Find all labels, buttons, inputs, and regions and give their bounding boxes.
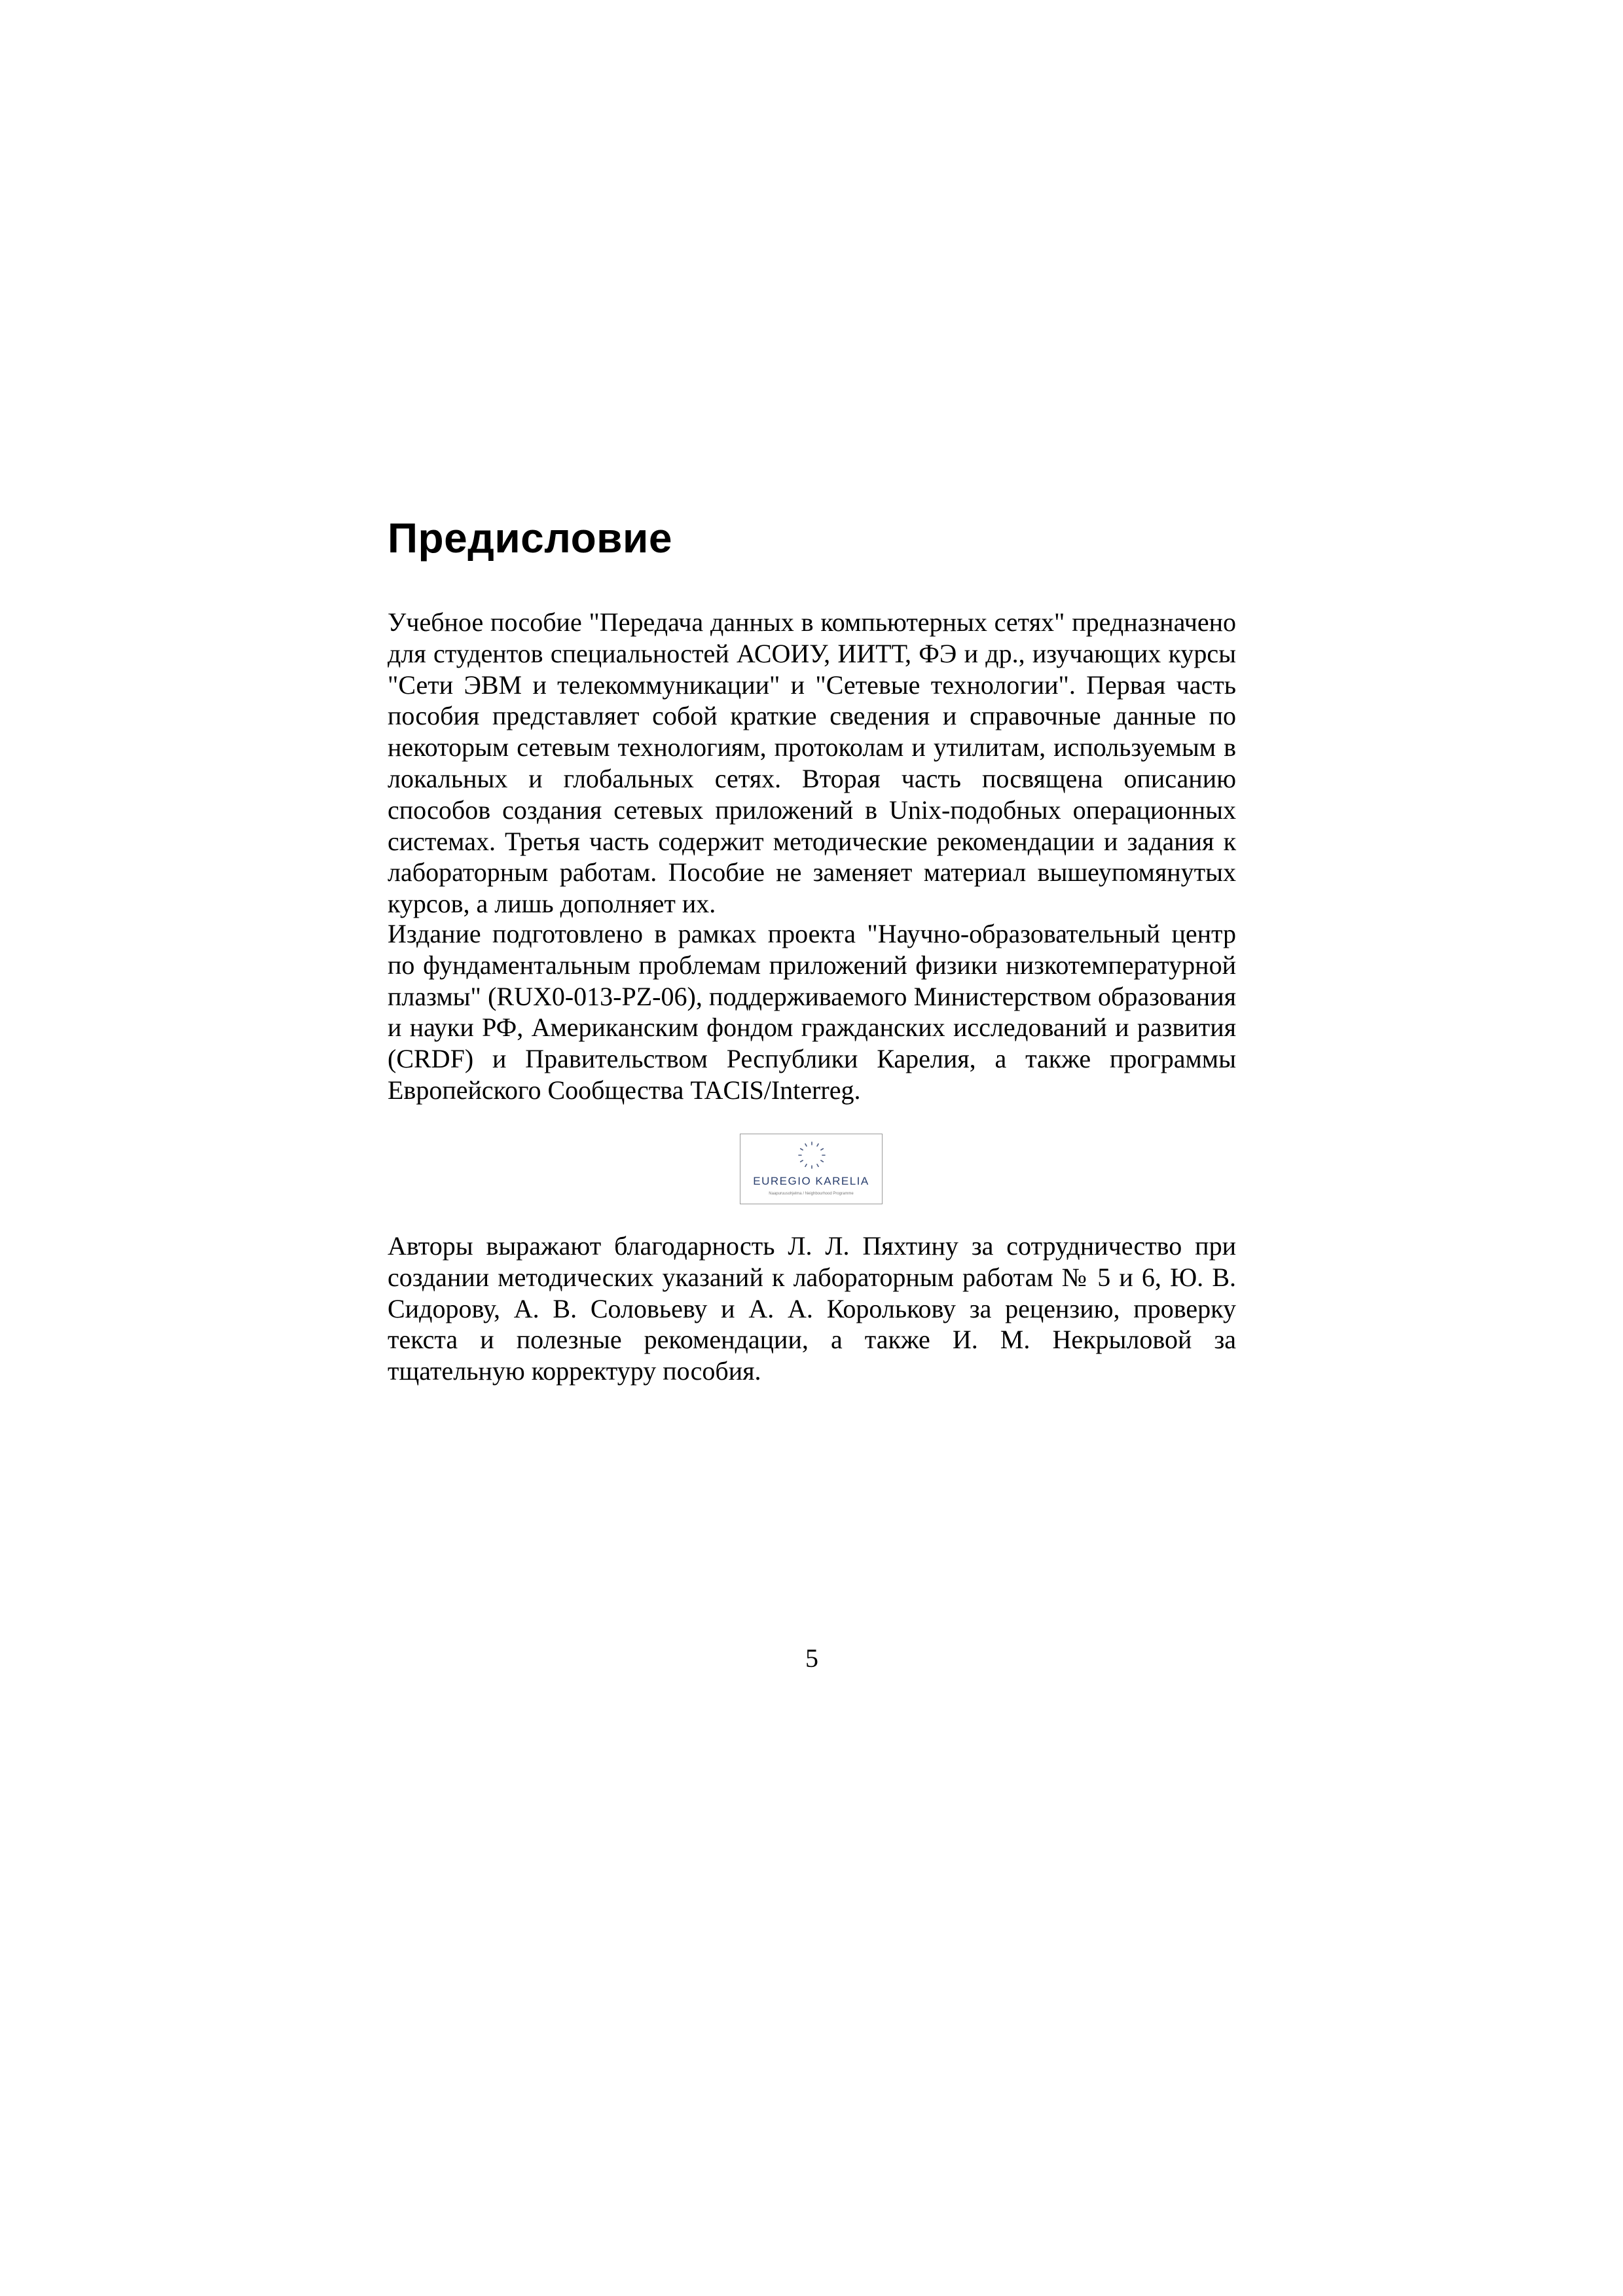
euregio-karelia-logo [740, 1134, 883, 1204]
page-number: 5 [805, 1643, 818, 1673]
logo-title: EUREGIO KARELIA [753, 1175, 869, 1187]
paragraph-purpose: Учебное пособие "Передача данных в компьютерных сетях" предназначено для студентов специальностей АСОИУ, ИИТТ, ФЭ и др., изучающих курсы "Сети ЭВМ и телекоммуникации" и "Сетевые технологии". Первая часть пособия представляет собой краткие сведения и справочные данные по некоторым сетевым технологиям, протоколам и утилитам, используемым в локальных и глобальных сетях. Вторая часть посвящена описанию способов создания сетевых приложений в Unix-подобных операционных системах. Третья часть содержит методические рекомендации и задания к лабораторным работам. Пособие не заменяет материал вышеупомянутых курсов, а лишь дополняет их. [388, 607, 1236, 919]
paragraph-funding: Издание подготовлено в рамках проекта "Научно-образовательный центр по фундаментальным проблемам приложений физики низкотемпературной плазмы" (RUX0-013-PZ-06), поддерживаемого Министерством образования и науки РФ, Американским фондом гражданских исследований и развития (CRDF) и Правительством Республики Карелия, а также программы Европейского Сообщества TACIS/Interreg. [388, 919, 1236, 1105]
section-heading: Предисловие [388, 514, 672, 562]
logo-subtitle: Naapuruusohjelma / Neighbourhood Programme [769, 1192, 854, 1196]
eu-stars-icon [740, 1134, 883, 1174]
paragraph-acknowledgements: Авторы выражают благодарность Л. Л. Пяхтину за сотрудничество при создании методических указаний к лабораторным работам № 5 и 6, Ю. В. Сидорову, А. В. Соловьеву и А. А. Королькову за рецензию, проверку текста и полезные рекомендации, а также И. М. Некрыловой за тщательную корректуру пособия. [388, 1231, 1236, 1386]
